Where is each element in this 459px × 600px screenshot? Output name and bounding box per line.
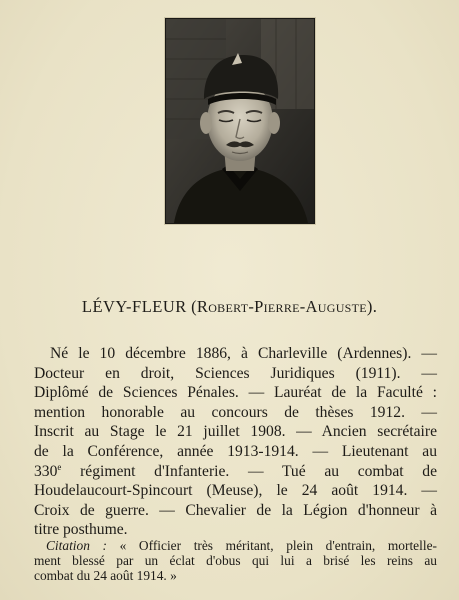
- bio-line: de la Conférence, année 1913-1914. — Lieutenant au: [34, 442, 437, 460]
- ordinal-suffix: e: [57, 461, 62, 472]
- bio-line: Diplômé de Sciences Pénales. — Lauréat de la Faculté :: [34, 384, 437, 402]
- portrait-image: [166, 19, 314, 223]
- regiment-number: 330: [34, 462, 58, 480]
- given-names: (Robert-Pierre-Auguste).: [191, 297, 378, 316]
- bio-line-rest: régiment d'Infanterie. — Tué au combat de: [80, 462, 437, 480]
- bio-line: Né le 10 décembre 1886, à Charleville (Ardennes). —: [50, 345, 437, 362]
- bio-line: Houdelaucourt-Spincourt (Meuse), le 24 août 1914. —: [34, 482, 437, 500]
- citation-text: « Officier très méritant, plein d'entrain, mortelle-: [119, 538, 437, 553]
- citation-label: Citation :: [46, 538, 107, 553]
- person-name-heading: [0, 297, 459, 317]
- citation-line: combat du 24 août 1914. »: [34, 568, 177, 584]
- portrait-photo: [165, 18, 315, 224]
- bio-line: Docteur en droit, Sciences Juridiques (1911). —: [34, 364, 437, 382]
- surname: LÉVY-FLEUR: [81, 297, 187, 316]
- bio-line: [34, 462, 437, 482]
- citation-line: ment blessé par un éclat d'obus qui lui a brisé les reins au: [34, 553, 437, 569]
- citation-paragraph: [34, 538, 437, 584]
- bio-line: Croix de guerre. — Chevalier de la Légion d'honneur à: [34, 501, 437, 519]
- bio-line: titre posthume.: [34, 521, 128, 539]
- bio-line: mention honorable au concours de thèses 1912. —: [34, 403, 437, 421]
- citation-line: [34, 538, 437, 553]
- bio-line: Inscrit au Stage le 21 juillet 1908. — Ancien secrétaire: [34, 423, 437, 441]
- biography-paragraph: [34, 344, 437, 540]
